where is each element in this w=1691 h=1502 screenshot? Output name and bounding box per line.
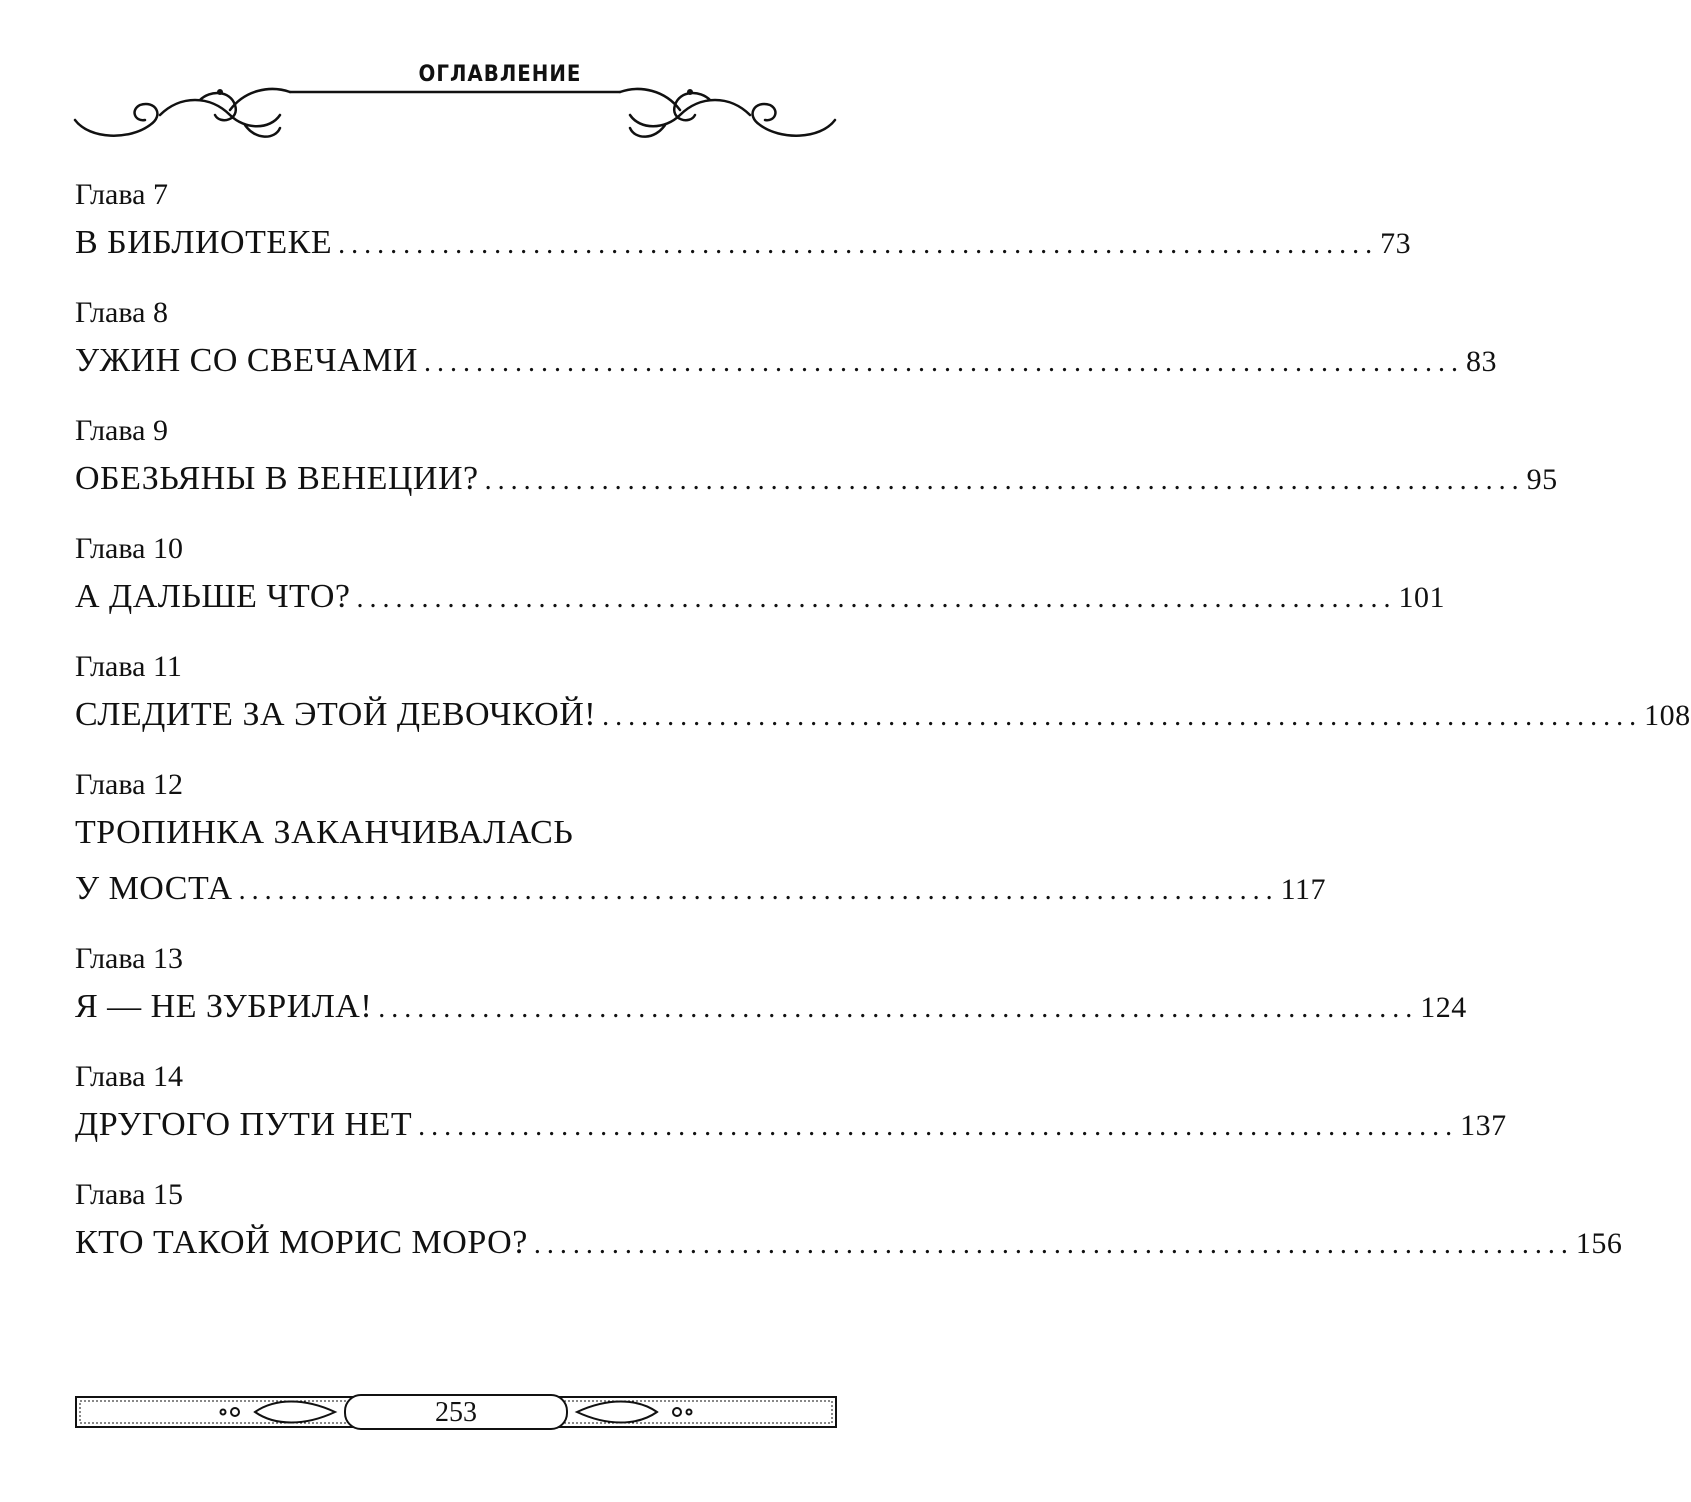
toc-entry xyxy=(75,939,1467,1035)
toc-entry xyxy=(75,175,1412,271)
running-header-title: ОГЛАВЛЕНИЕ xyxy=(418,62,582,87)
dot-leader: ................................................................................ xyxy=(238,875,1279,906)
chapter-page-number: 101 xyxy=(1398,581,1446,614)
chapter-title: У МОСТА xyxy=(75,870,233,907)
chapter-page-number: 137 xyxy=(1460,1109,1507,1142)
chapter-label: Глава 10 xyxy=(75,532,183,565)
chapter-label: Глава 8 xyxy=(75,296,168,329)
dot-leader: ................................................................................ xyxy=(418,1111,1459,1142)
chapter-title-row xyxy=(75,215,1412,271)
chapter-label: Глава 7 xyxy=(75,178,168,211)
header-flourish-ornament xyxy=(70,70,840,150)
dot-leader: ................................................................................ xyxy=(533,1229,1574,1260)
dot-leader: ................................................................................ xyxy=(378,993,1419,1024)
toc-entry xyxy=(75,529,1446,625)
chapter-title: А ДАЛЬШЕ ЧТО? xyxy=(75,578,351,615)
chapter-page-number: 95 xyxy=(1526,463,1558,496)
toc-entry xyxy=(75,647,1691,743)
chapter-title-row xyxy=(75,333,1497,389)
chapter-label: Глава 9 xyxy=(75,414,168,447)
toc-entry xyxy=(75,1175,1623,1271)
dot-leader: ................................................................................ xyxy=(484,465,1525,496)
chapter-label: Глава 15 xyxy=(75,1178,183,1211)
chapter-title: УЖИН СО СВЕЧАМИ xyxy=(75,342,418,379)
chapter-page-number: 124 xyxy=(1420,991,1467,1024)
chapter-title-line: ТРОПИНКА ЗАКАНЧИВАЛАСЬ xyxy=(75,814,574,851)
chapter-title-row xyxy=(75,451,1558,507)
chapter-page-number: 108 xyxy=(1644,699,1691,732)
chapter-title: ДРУГОГО ПУТИ НЕТ xyxy=(75,1106,413,1143)
dot-leader: ................................................................................ xyxy=(338,229,1379,260)
chapter-title: КТО ТАКОЙ МОРИС МОРО? xyxy=(75,1224,528,1261)
chapter-title-row xyxy=(75,1215,1623,1271)
chapter-title-row xyxy=(75,979,1467,1035)
table-of-contents xyxy=(75,175,1691,1293)
chapter-title-row xyxy=(75,861,1326,917)
chapter-title-row xyxy=(75,687,1691,743)
chapter-label: Глава 14 xyxy=(75,1060,183,1093)
dot-leader: ................................................................................ xyxy=(356,583,1397,614)
toc-entry xyxy=(75,765,1326,917)
chapter-label: Глава 13 xyxy=(75,942,183,975)
chapter-title: В БИБЛИОТЕКЕ xyxy=(75,224,333,261)
chapter-title: Я — НЕ ЗУБРИЛА! xyxy=(75,988,373,1025)
chapter-title-row xyxy=(75,569,1446,625)
toc-entry xyxy=(75,293,1497,389)
toc-entry xyxy=(75,411,1558,507)
chapter-page-number: 73 xyxy=(1380,227,1412,260)
dot-leader: ................................................................................ xyxy=(423,347,1464,378)
toc-entry xyxy=(75,1057,1507,1153)
page-number: 253 xyxy=(435,1397,477,1428)
chapter-title: СЛЕДИТЕ ЗА ЭТОЙ ДЕВОЧКОЙ! xyxy=(75,696,597,733)
dot-leader: ................................................................................ xyxy=(602,701,1643,732)
footer-band xyxy=(75,1393,837,1433)
chapter-page-number: 117 xyxy=(1280,873,1326,906)
chapter-title-row xyxy=(75,1097,1507,1153)
chapter-label: Глава 11 xyxy=(75,650,182,683)
chapter-page-number: 156 xyxy=(1575,1227,1623,1260)
chapter-title: ОБЕЗЬЯНЫ В ВЕНЕЦИИ? xyxy=(75,460,479,497)
chapter-label: Глава 12 xyxy=(75,768,183,801)
chapter-page-number: 83 xyxy=(1465,345,1497,378)
